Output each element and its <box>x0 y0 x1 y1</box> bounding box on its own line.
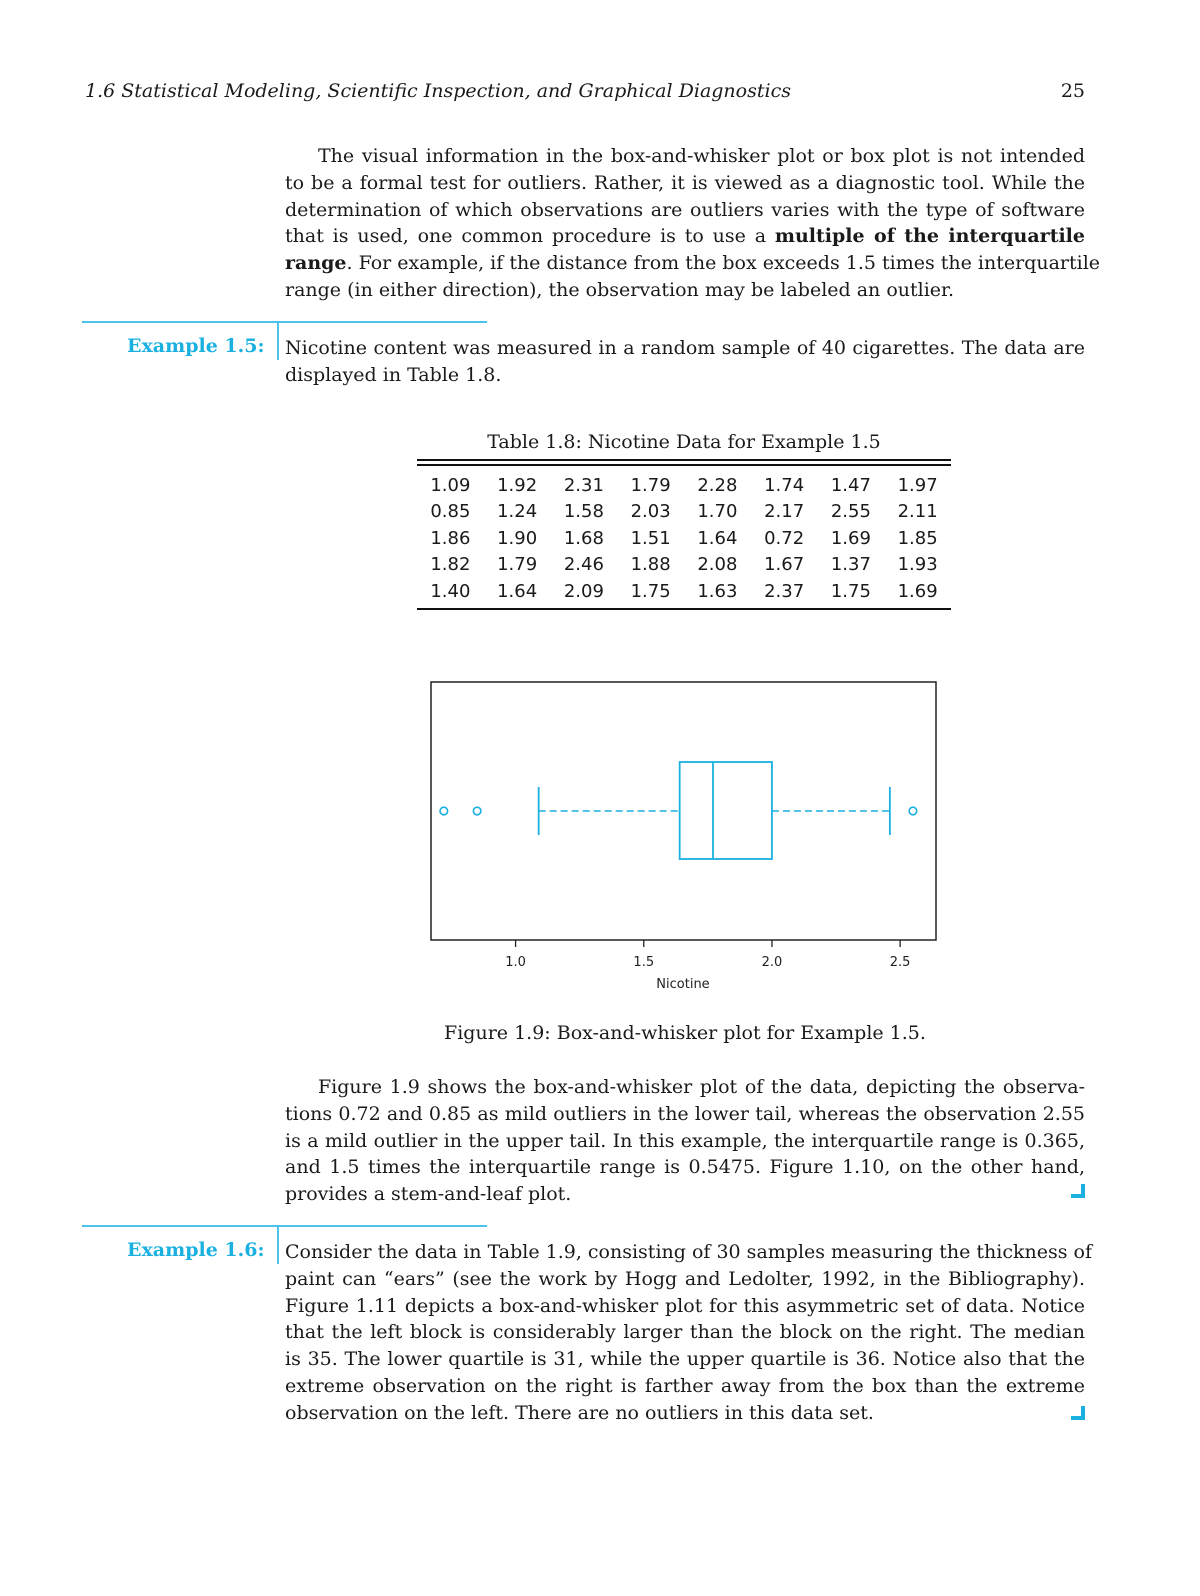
box-plot-figure <box>420 675 950 1005</box>
text-line: tions 0.72 and 0.85 as mild outliers in the lower tail, whereas the observation 2.55 <box>285 1102 1085 1125</box>
table-cell: 1.75 <box>630 580 671 602</box>
text-line: displayed in Table 1.8. <box>285 363 502 386</box>
outlier-point <box>909 807 917 815</box>
text-line: is 35. The lower quartile is 31, while the upper quartile is 36. Notice also that the <box>285 1348 1085 1371</box>
table-cell: 2.37 <box>764 580 805 602</box>
table-cell: 2.03 <box>630 501 671 523</box>
x-tick-label: 2.5 <box>889 955 911 970</box>
table-cell: 2.09 <box>563 580 604 602</box>
table-row <box>417 499 951 526</box>
table-cell: 1.47 <box>830 474 871 496</box>
text-line: is a mild outlier in the upper tail. In this example, the interquartile range is 0.365, <box>285 1129 1085 1152</box>
outlier-point <box>440 807 448 815</box>
table-cell: 1.69 <box>897 580 938 602</box>
end-of-example-icon <box>1071 1184 1085 1198</box>
text-line <box>285 223 1085 250</box>
text-line: extreme observation on the right is farther away from the box than the extreme <box>285 1374 1085 1397</box>
table-row <box>417 552 951 579</box>
text-line: that the left block is considerably larger than the block on the right. The median <box>285 1321 1085 1344</box>
table-cell: 1.64 <box>497 580 538 602</box>
table-cell: 1.90 <box>497 527 538 549</box>
text-line: observation on the left. There are no outliers in this data set. <box>285 1401 874 1424</box>
table-row <box>417 472 951 499</box>
x-tick-label: 1.0 <box>505 955 526 970</box>
table-cell: 1.86 <box>430 527 471 549</box>
text-line: Figure 1.9 shows the box-and-whisker plot of the data, depicting the observa- <box>318 1076 1085 1098</box>
table-cell: 1.70 <box>697 501 738 523</box>
example-marker-bar <box>277 1227 279 1264</box>
table-cell: 2.46 <box>563 554 604 576</box>
table-cell: 1.40 <box>430 580 471 602</box>
table-cell: 1.97 <box>897 474 938 496</box>
example-marker-bar <box>277 323 279 360</box>
table-cell: 1.64 <box>697 527 738 549</box>
figure-caption: Figure 1.9: Box-and-whisker plot for Example 1.5. <box>444 1022 926 1044</box>
table-bottom-rule <box>417 608 951 610</box>
table-1-8 <box>417 459 951 610</box>
text-line: and 1.5 times the interquartile range is 0.5475. Figure 1.10, on the other hand, <box>285 1156 1085 1179</box>
iqr-box <box>680 762 772 859</box>
text-line: determination of which observations are outliers varies with the type of software <box>285 198 1085 221</box>
text-line <box>285 250 1101 277</box>
bold-phrase: multiple of the interquartile <box>774 225 1085 248</box>
table-cell: 1.37 <box>830 554 871 576</box>
table-cell: 1.24 <box>497 501 538 523</box>
table-cell: 2.31 <box>563 474 604 496</box>
end-of-example-icon <box>1071 1406 1085 1420</box>
table-cell: 1.68 <box>563 527 604 549</box>
text-run: . For example, if the distance from the box exceeds 1.5 times the interquartile <box>346 252 1101 275</box>
bold-phrase-end: range <box>285 252 347 275</box>
table-cell: 1.09 <box>430 474 471 496</box>
text-line: Consider the data in Table 1.9, consisting of 30 samples measuring the thickness of <box>285 1241 1092 1263</box>
table-cell: 1.79 <box>497 554 538 576</box>
outlier-point <box>473 807 481 815</box>
table-cell: 1.67 <box>764 554 805 576</box>
text-line: provides a stem-and-leaf plot. <box>285 1183 572 1206</box>
discussion-paragraph <box>285 1074 1085 1208</box>
example-1-6-text <box>285 1239 1092 1427</box>
nicotine-table <box>417 472 951 605</box>
table-cell: 2.17 <box>764 501 805 523</box>
table-top-rule-2 <box>417 464 951 466</box>
table-row <box>417 525 951 552</box>
example-divider <box>82 1225 487 1227</box>
text-line: The visual information in the box-and-whisker plot or box plot is not intended <box>318 145 1085 167</box>
table-cell: 1.92 <box>497 474 538 496</box>
table-cell: 1.69 <box>830 527 871 549</box>
table-cell: 1.88 <box>630 554 671 576</box>
table-cell: 0.85 <box>430 501 471 523</box>
text-line: range (in either direction), the observation may be labeled an outlier. <box>285 278 955 301</box>
table-cell: 2.08 <box>697 554 738 576</box>
table-cell: 1.93 <box>897 554 938 576</box>
x-axis-label: Nicotine <box>656 977 710 992</box>
table-cell: 1.51 <box>630 527 671 549</box>
text-line: Nicotine content was measured in a random sample of 40 cigarettes. The data are <box>285 337 1085 359</box>
example-1-5-text <box>285 335 1085 389</box>
table-cell: 1.82 <box>430 554 471 576</box>
header-title: 1.6 Statistical Modeling, Scientific Inspection, and Graphical Diagnostics <box>85 80 791 102</box>
intro-paragraph <box>285 143 1101 304</box>
table-cell: 1.85 <box>897 527 938 549</box>
text-line: Figure 1.11 depicts a box-and-whisker plot for this asymmetric set of data. Notice <box>285 1294 1085 1317</box>
running-header <box>85 80 1085 110</box>
example-divider <box>82 321 487 323</box>
example-1-6-label: Example 1.6: <box>127 1239 265 1261</box>
x-tick-label: 2.0 <box>761 955 783 970</box>
table-row <box>417 578 951 605</box>
text-line: to be a formal test for outliers. Rather, it is viewed as a diagnostic tool. While the <box>285 171 1085 194</box>
table-cell: 2.28 <box>697 474 738 496</box>
table-cell: 2.55 <box>830 501 871 523</box>
table-caption: Table 1.8: Nicotine Data for Example 1.5 <box>487 431 881 453</box>
example-1-5-label: Example 1.5: <box>127 335 265 357</box>
page-number: 25 <box>1060 80 1085 102</box>
table-cell: 0.72 <box>764 527 805 549</box>
text-run: that is used, one common procedure is to use a <box>285 225 775 248</box>
table-cell: 2.11 <box>897 501 938 523</box>
table-cell: 1.79 <box>630 474 671 496</box>
table-cell: 1.63 <box>697 580 738 602</box>
text-line: paint can “ears” (see the work by Hogg and Ledolter, 1992, in the Bibliography). <box>285 1267 1085 1290</box>
x-tick-label: 1.5 <box>633 955 655 970</box>
table-cell: 1.74 <box>764 474 805 496</box>
table-cell: 1.58 <box>563 501 604 523</box>
table-cell: 1.75 <box>830 580 871 602</box>
